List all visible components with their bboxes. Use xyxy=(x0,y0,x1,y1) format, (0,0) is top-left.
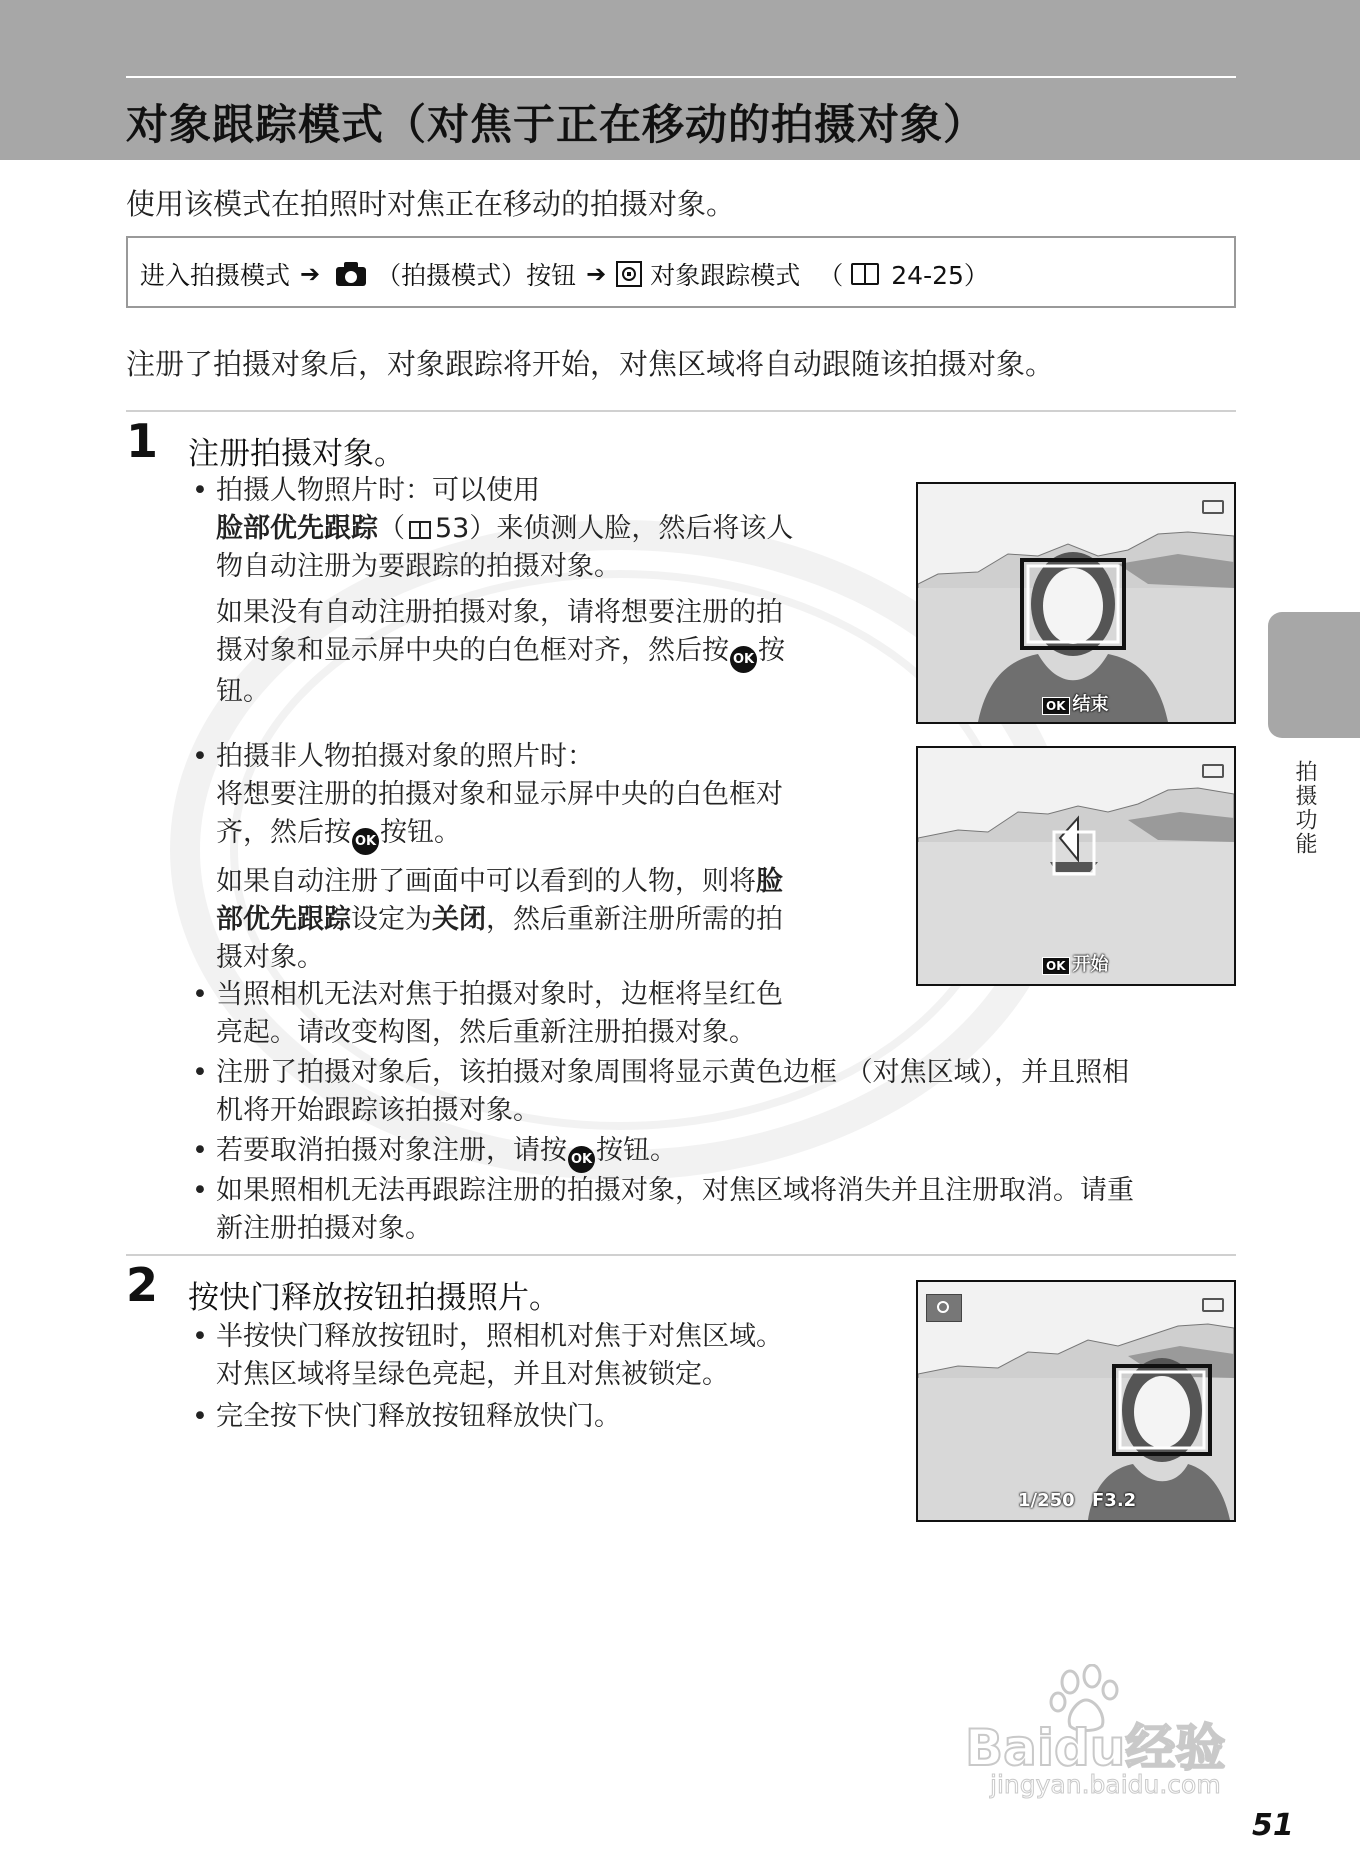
list-item: • 完全按下快门释放按钮释放快门。 xyxy=(192,1401,621,1432)
subject-tracking-icon xyxy=(926,1294,962,1322)
ok-button-icon: OK xyxy=(730,646,757,673)
shutter-speed: 1/250 xyxy=(1018,1490,1075,1511)
scene-illustration xyxy=(918,1282,1234,1520)
face-priority-term: 部优先跟踪 xyxy=(216,904,351,935)
navigation-path-box xyxy=(126,236,1236,308)
book-reference-icon xyxy=(851,263,879,285)
step-number: 1 xyxy=(126,414,159,468)
list-item: • 拍摄非人物拍摄对象的照片时： 将想要注册的拍摄对象和显示屏中央的白色框对 齐，然后按 OK 按钮。 如果自动注册了画面中可以看到的人物，则将脸 部优先跟踪设定为关闭，然后重新注册所需的拍 摄对象。 xyxy=(192,741,783,973)
page-number: 51 xyxy=(1252,1808,1294,1843)
nav-step-mode-button: （拍摄模式）按钮 xyxy=(376,261,577,290)
nav-ref-pages: 24-25） xyxy=(891,261,989,290)
list-item: • 若要取消拍摄对象注册，请按 OK 按钮。 xyxy=(216,1132,677,1173)
list-item: • 当照相机无法对焦于拍摄对象时，边框将呈红色 亮起。请改变构图，然后重新注册拍摄对象。 xyxy=(192,979,783,1048)
nav-ref-open: （ xyxy=(818,261,844,290)
step-number: 2 xyxy=(126,1258,159,1312)
off-setting-term: 关闭 xyxy=(432,904,486,935)
intro-text: 使用该模式在拍照时对焦正在移动的拍摄对象。 xyxy=(126,187,736,221)
camera-screen-face xyxy=(916,482,1236,724)
book-reference-icon xyxy=(409,521,431,539)
step-title: 按快门释放按钮拍摄照片。 xyxy=(188,1280,560,1316)
section-divider xyxy=(126,1254,1236,1256)
header-rule xyxy=(126,76,1236,78)
aperture-value: F3.2 xyxy=(1092,1490,1137,1511)
section-divider xyxy=(126,410,1236,412)
battery-icon xyxy=(1202,500,1224,514)
list-item: • 注册了拍摄对象后，该拍摄对象周围将显示黄色边框 （对焦区域），并且照相 机将开始跟踪该拍摄对象。 xyxy=(192,1057,1130,1126)
baidu-logo-text: Baidu经验 xyxy=(965,1719,1226,1777)
nav-step-subject-tracking: 对象跟踪模式 xyxy=(650,261,801,290)
camera-icon xyxy=(336,262,366,286)
arrow-icon: ➔ xyxy=(300,260,321,288)
scene-illustration xyxy=(918,484,1234,722)
list-item: • 拍摄人物照片时：可以使用 脸部优先跟踪（ 53）来侦测人脸，然后将该人 物自动注册为要跟踪的拍摄对象。 如果没有自动注册拍摄对象，请将想要注册的拍 摄对象和显示屏中央的白色框对齐，然后按 OK 按 钮。 xyxy=(192,475,794,707)
nav-step-shooting-mode: 进入拍摄模式 xyxy=(140,261,291,290)
ok-button-icon: OK xyxy=(352,828,379,855)
camera-screen-focus xyxy=(916,1280,1236,1522)
list-item: • 如果照相机无法再跟踪注册的拍摄对象，对焦区域将消失并且注册取消。请重 新注册拍摄对象。 xyxy=(192,1175,1134,1244)
face-priority-term: 脸部优先跟踪 xyxy=(216,513,378,544)
ok-start-label: OK 开始 xyxy=(1042,950,1109,976)
battery-icon xyxy=(1202,764,1224,778)
ok-button-icon: OK xyxy=(568,1146,595,1173)
battery-icon xyxy=(1202,1298,1224,1312)
side-tab-label: 拍摄功能 xyxy=(1292,760,1317,856)
scene-illustration xyxy=(918,748,1234,984)
navigation-path xyxy=(140,256,989,292)
step-title: 注册拍摄对象。 xyxy=(188,436,405,472)
ok-end-label: OK 结束 xyxy=(1042,690,1109,716)
list-item: • 半按快门释放按钮时，照相机对焦于对焦区域。 对焦区域将呈绿色亮起，并且对焦被锁定。 xyxy=(192,1321,783,1390)
side-tab xyxy=(1268,612,1360,738)
description-text: 注册了拍摄对象后，对象跟踪将开始，对焦区域将自动跟随该拍摄对象。 xyxy=(126,347,1055,381)
page-title: 对象跟踪模式（对焦于正在移动的拍摄对象） xyxy=(126,100,987,149)
arrow-icon: ➔ xyxy=(586,260,607,288)
baidu-logo-url: jingyan.baidu.com xyxy=(990,1770,1221,1799)
camera-screen-object xyxy=(916,746,1236,986)
subject-tracking-icon xyxy=(616,261,642,287)
